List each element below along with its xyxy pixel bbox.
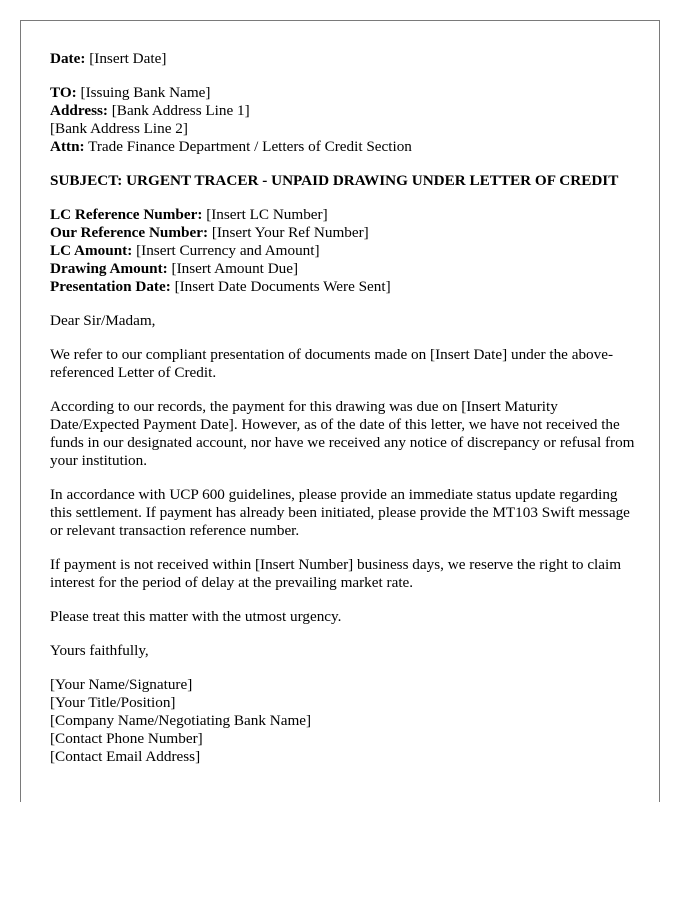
signature-line: [Contact Phone Number] — [50, 730, 203, 747]
reference-label: LC Amount: — [50, 242, 133, 259]
signature-line: [Your Title/Position] — [50, 694, 176, 711]
reference-value: [Insert Amount Due] — [167, 260, 299, 277]
reference-block — [50, 206, 640, 296]
body-paragraph: In accordance with UCP 600 guidelines, please provide an immediate status update regarding this settlement. If payment has already been initiated, please provide the MT103 Swift message or relevant transaction reference number. — [50, 486, 630, 539]
recipient-block — [50, 84, 640, 156]
date-line — [50, 50, 640, 68]
body-paragraph: We refer to our compliant presentation of documents made on [Insert Date] under the above-referenced Letter of Credit. — [50, 346, 614, 381]
signature-line: [Contact Email Address] — [50, 748, 201, 765]
body-paragraph: Please treat this matter with the utmost urgency. — [50, 608, 342, 625]
reference-row — [50, 278, 640, 296]
signature-line: [Your Name/Signature] — [50, 676, 193, 693]
reference-label: Presentation Date: — [50, 278, 171, 295]
address-line-2: [Bank Address Line 2] — [50, 120, 188, 137]
date-label: Date: — [50, 50, 86, 67]
reference-value: [Insert LC Number] — [202, 206, 328, 223]
to-value: [Issuing Bank Name] — [76, 84, 211, 101]
reference-value: [Insert Your Ref Number] — [208, 224, 369, 241]
reference-value: [Insert Date Documents Were Sent] — [170, 278, 391, 295]
body-paragraph: If payment is not received within [Insert Number] business days, we reserve the right to claim interest for the period of delay at the prevailing market rate. — [50, 556, 622, 591]
letter-content — [50, 50, 640, 782]
reference-row — [50, 242, 640, 260]
reference-value: [Insert Currency and Amount] — [132, 242, 320, 259]
reference-label: LC Reference Number: — [50, 206, 203, 223]
reference-row — [50, 224, 640, 242]
reference-row — [50, 260, 640, 278]
to-label: TO: — [50, 84, 77, 101]
attn-label: Attn: — [50, 138, 85, 155]
signature-line: [Company Name/Negotiating Bank Name] — [50, 712, 312, 729]
body-paragraph: According to our records, the payment for this drawing was due on [Insert Maturity Date/Expected Payment Date]. However, as of the date of this letter, we have not received the funds in our designated account, nor have we received any notice of discrepancy or refusal from your institution. — [50, 398, 635, 469]
attn-value: Trade Finance Department / Letters of Credit Section — [84, 138, 412, 155]
closing: Yours faithfully, — [50, 642, 149, 659]
subject-line: SUBJECT: URGENT TRACER - UNPAID DRAWING UNDER LETTER OF CREDIT — [50, 172, 619, 189]
address-line-1: [Bank Address Line 1] — [107, 102, 250, 119]
address-label: Address: — [50, 102, 108, 119]
reference-row — [50, 206, 640, 224]
reference-label: Drawing Amount: — [50, 260, 168, 277]
reference-label: Our Reference Number: — [50, 224, 209, 241]
date-value: [Insert Date] — [85, 50, 167, 67]
signature-block — [50, 676, 640, 766]
salutation: Dear Sir/Madam, — [50, 312, 156, 329]
letter-page — [20, 20, 660, 802]
